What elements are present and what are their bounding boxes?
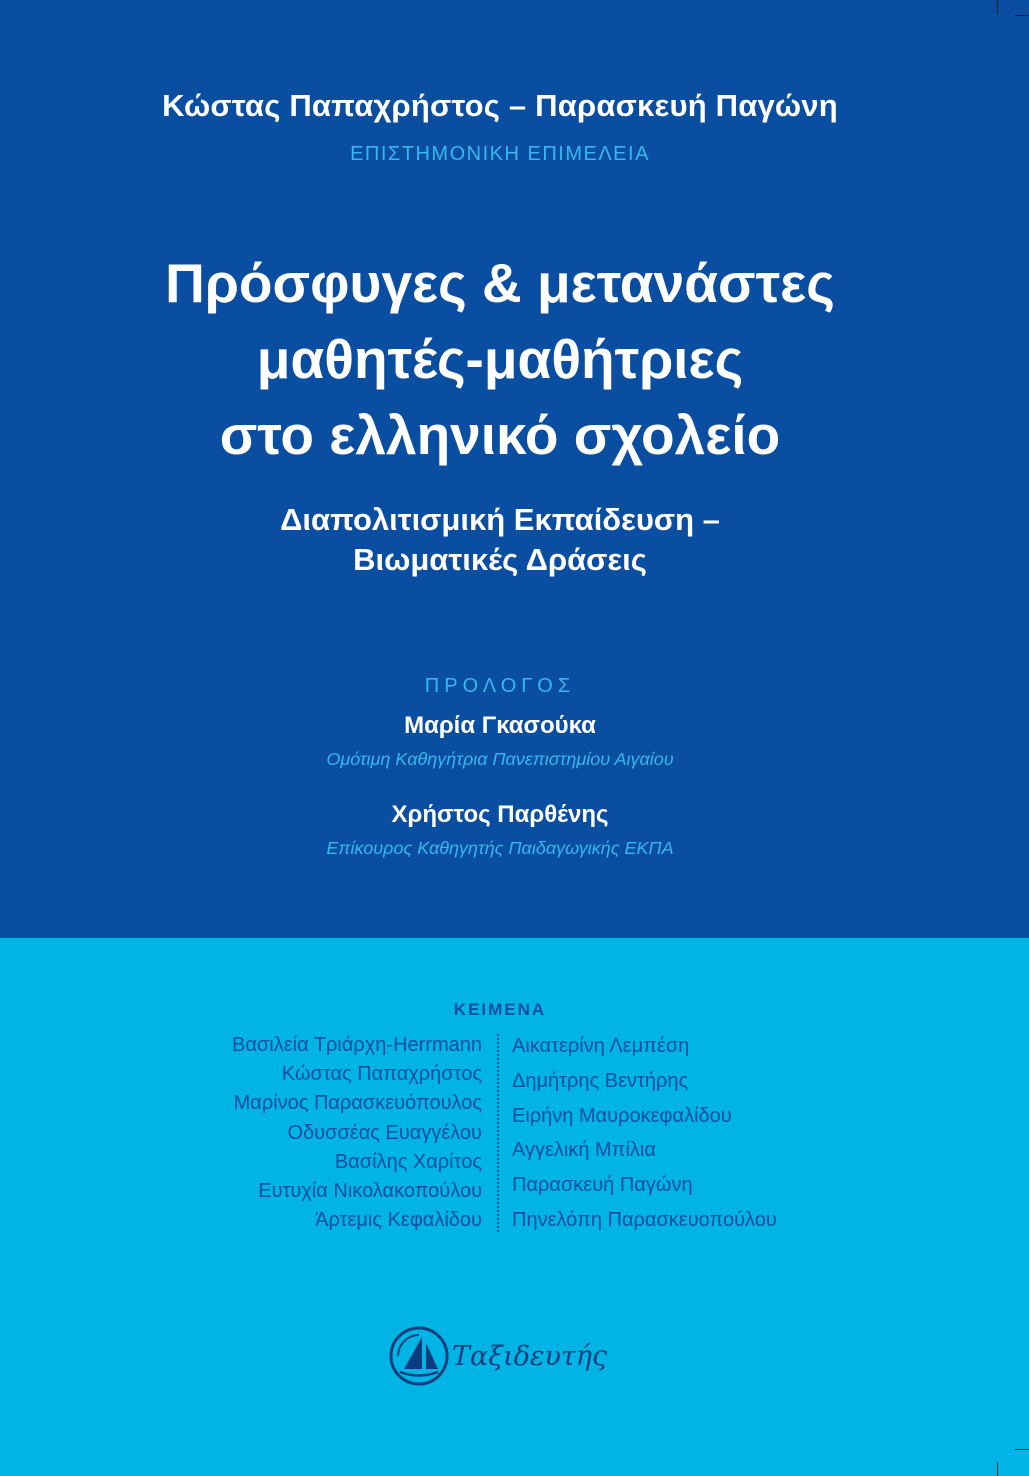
contributors-left-column [232, 1031, 482, 1235]
book-subtitle-line: Βιωματικές Δράσεις [353, 542, 647, 577]
prologue-author-name: Μαρία Γκασούκα [404, 712, 596, 739]
crop-mark [1015, 1449, 1029, 1450]
contributor-name: Ευτυχία Νικολακοπούλου [258, 1180, 482, 1203]
contributors-right-column [512, 1029, 777, 1238]
prologue-author-role: Ομότιμη Καθηγήτρια Πανεπιστημίου Αιγαίου [326, 749, 674, 769]
contributor-name: Δημήτρης Βεντήρης [512, 1069, 689, 1092]
editors-role: ΕΠΙΣΤΗΜΟΝΙΚΗ ΕΠΙΜΕΛΕΙΑ [350, 143, 650, 165]
contributor-name: Κώστας Παπαχρήστος [281, 1063, 482, 1086]
crop-mark [1015, 15, 1029, 16]
book-title-line: μαθητές-μαθήτριες [256, 328, 744, 390]
contributor-name: Άρτεμις Κεφαλίδου [315, 1209, 482, 1232]
book-subtitle-line: Διαπολιτισμική Εκπαίδευση – [280, 502, 720, 537]
crop-mark [997, 0, 998, 14]
book-title [0, 245, 1000, 473]
contributor-name: Παρασκευή Παγώνη [512, 1174, 693, 1197]
column-divider [497, 1034, 499, 1232]
contributor-name: Ειρήνη Μαυροκεφαλίδου [512, 1104, 732, 1127]
contributor-name: Οδυσσέας Ευαγγέλου [287, 1121, 482, 1144]
contributor-name: Αγγελική Μπίλια [512, 1139, 656, 1162]
texts-label: ΚΕΙΜΕΝΑ [453, 1000, 547, 1019]
prologue-label: ΠΡΟΛΟΓΟΣ [424, 675, 576, 697]
book-subtitle [0, 500, 1000, 580]
editors-names: Κώστας Παπαχρήστος – Παρασκευή Παγώνη [162, 88, 838, 123]
contributor-name: Πηνελόπη Παρασκευοπούλου [512, 1208, 777, 1231]
contributor-name: Μαρίνος Παρασκευόπουλος [233, 1092, 482, 1115]
sailboat-icon [388, 1325, 450, 1387]
book-title-line: Πρόσφυγες & μετανάστες [165, 252, 835, 314]
prologue-author-name: Χρήστος Παρθένης [391, 801, 609, 828]
publisher-name: Ταξιδευτής [452, 1341, 608, 1372]
crop-mark [997, 1462, 998, 1476]
contributor-name: Βασίλης Χαρίτος [334, 1150, 482, 1173]
contributor-name: Βασιλεία Τριάρχη-Herrmann [232, 1034, 482, 1056]
contributor-name: Αικατερίνη Λεμπέση [512, 1035, 690, 1057]
book-title-line: στο ελληνικό σχολείο [219, 404, 781, 466]
prologue-author-role: Επίκουρος Καθηγητής Παιδαγωγικής ΕΚΠΑ [326, 838, 674, 858]
